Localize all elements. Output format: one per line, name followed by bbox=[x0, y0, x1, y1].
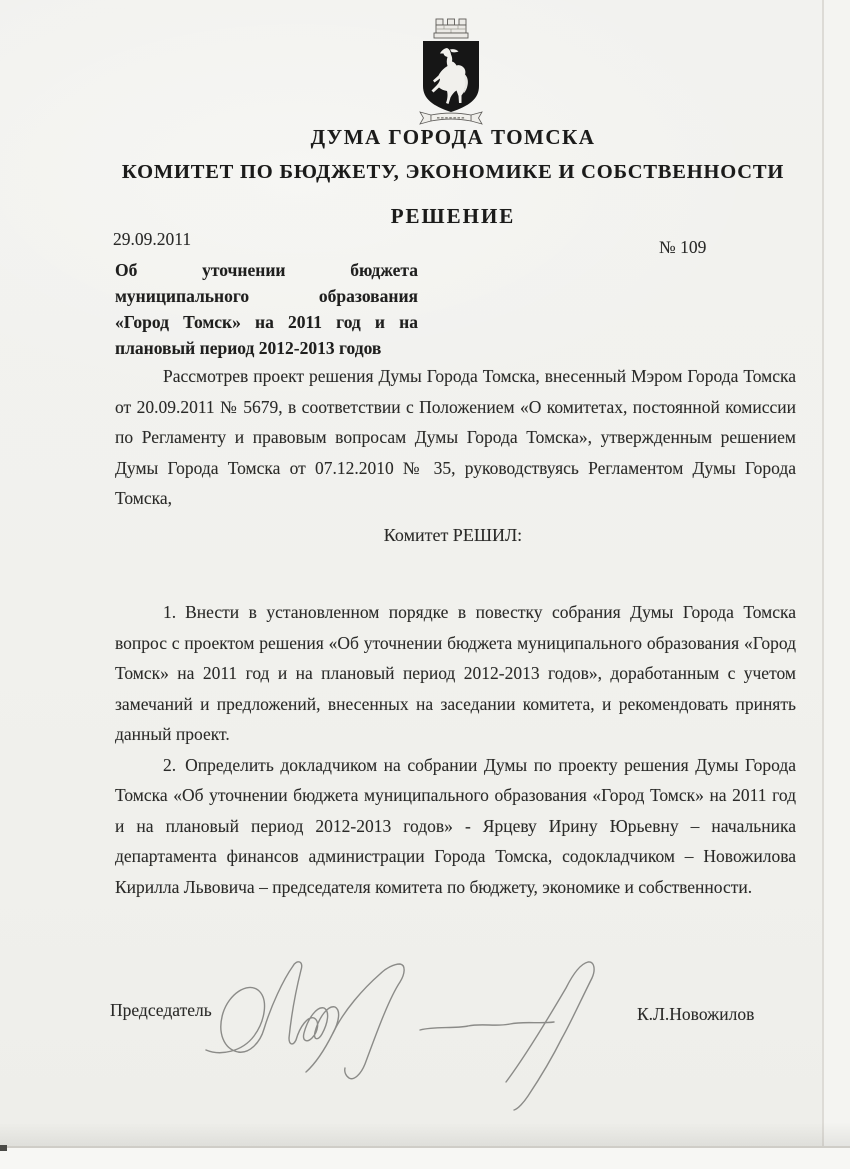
scan-bottom-strip bbox=[0, 1148, 850, 1169]
doc-type-title: РЕШЕНИЕ bbox=[390, 204, 516, 228]
subject-line: плановый период 2012-2013 годов bbox=[115, 338, 382, 358]
mural-crown-icon bbox=[434, 19, 468, 38]
resolved-heading: Комитет РЕШИЛ: bbox=[383, 525, 523, 545]
resolution-items bbox=[115, 597, 796, 902]
shield-horse-icon bbox=[423, 41, 479, 112]
item-number: 1. bbox=[163, 602, 177, 622]
scan-bottom-shadow bbox=[0, 1122, 850, 1146]
item-text: Определить докладчиком на собрании Думы по проекту решения Думы Города Томска «Об уточнении бюджета муниципального образования «Город Томск» на 2011 год и на плановый период 2012-2013 годов» - Ярцеву Ирину Юрьевну – начальника департамента финансов администрации Города Томска, содокладчиком – Новожилова Кирилла Львовича – председателя комитета по бюджету, экономике и собственности. bbox=[115, 754, 796, 897]
ribbon-banner-icon bbox=[420, 112, 482, 124]
doc-subject bbox=[115, 257, 418, 361]
doc-date: 29.09.2011 bbox=[113, 229, 192, 249]
preamble-text: Рассмотрев проект решения Думы Города Томска, внесенный Мэром Города Томска от 20.09.2011 № 5679, в соответствии с Положением «О комитетах, постоянной комиссии по Регламенту и правовым вопросам Думы Города Томска», утвержденным решением Думы Города Томска от 07.12.2010 № 35, руководствуясь Регламентом Думы Города Томска, bbox=[115, 366, 796, 508]
doc-number: № 109 bbox=[659, 237, 707, 257]
scan-right-margin bbox=[824, 0, 850, 1148]
item-number: 2. bbox=[163, 754, 177, 775]
subject-line: «Город Томск» на 2011 год и на bbox=[115, 312, 418, 332]
scan-corner-mark bbox=[0, 1145, 7, 1151]
org-title: ДУМА ГОРОДА ТОМСКА bbox=[310, 125, 596, 149]
tomsk-coat-of-arms bbox=[413, 16, 489, 126]
handwritten-signature-icon bbox=[184, 950, 664, 1118]
scan-page-edge-right bbox=[822, 0, 824, 1148]
item-text: Внести в установленном порядке в повестку собрания Думы Города Томска вопрос с проектом решения «Об уточнении бюджета муниципального образования «Город Томск» на 2011 год и на плановый период 2012-2013 годов», доработанным с учетом замечаний и предложений, внесенных на заседании комитета, и рекомендовать принять данный проект. bbox=[115, 602, 796, 744]
signature-role: Председатель bbox=[110, 1000, 212, 1020]
subject-line: Об уточнении бюджета bbox=[115, 260, 418, 280]
committee-title: КОМИТЕТ ПО БЮДЖЕТУ, ЭКОНОМИКЕ И СОБСТВЕННОСТИ bbox=[121, 161, 785, 183]
signatory-name: К.Л.Новожилов bbox=[637, 1004, 755, 1024]
resolution-item bbox=[115, 750, 796, 903]
subject-line: муниципального образования bbox=[115, 286, 418, 306]
resolution-item bbox=[115, 597, 796, 750]
preamble-paragraph bbox=[115, 361, 796, 514]
